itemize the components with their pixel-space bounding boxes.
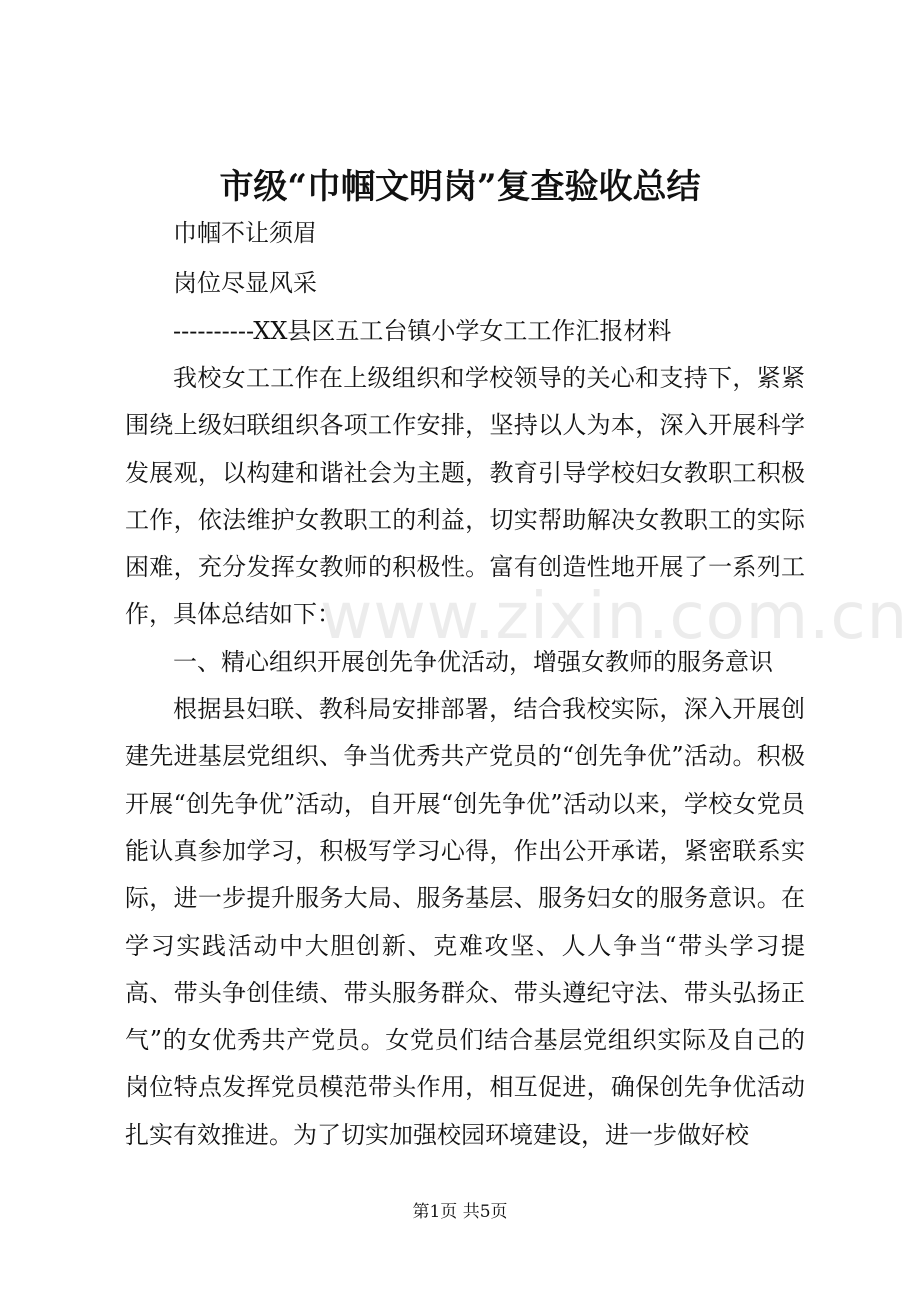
subtitle-line-2: 岗位尽显风采	[173, 269, 317, 297]
page-footer: 第1页 共5页	[412, 1202, 508, 1222]
subtitle-line-1: 巾帼不让须眉	[173, 219, 317, 247]
document-body	[125, 355, 805, 1159]
subtitle-line-3: ----------XX县区五工台镇小学女工工作汇报材料	[173, 317, 672, 345]
paragraph-intro: 我校女工工作在上级组织和学校领导的关心和支持下，紧紧围绕上级妇联组织各项工作安排，坚持以人为本，深入开展科学发展观，以构建和谐社会为主题，教育引导学校妇女教职工积极工作，依法维护女教职工的利益，切实帮助解决女教职工的实际困难，充分发挥女教师的积极性。富有创造性地开展了一系列工作，具体总结如下：	[125, 364, 805, 629]
watermark: www.zixin.com.cn	[320, 580, 909, 654]
paragraph-section-1: 根据县妇联、教科局安排部署，结合我校实际，深入开展创建先进基层党组织、争当优秀共产党员的“创先争优”活动。积极开展“创先争优”活动，自开展“创先争优”活动以来，学校女党员能认真参加学习，积极写学习心得，作出公开承诺，紧密联系实际，进一步提升服务大局、服务基层、服务妇女的服务意识。在学习实践活动中大胆创新、克难攻坚、人人争当“带头学习提高、带头争创佳绩、带头服务群众、带头遵纪守法、带头弘扬正气”的女优秀共产党员。女党员们结合基层党组织实际及自己的岗位特点发挥党员模范带头作用，相互促进，确保创先争优活动扎实有效推进。为了切实加强校园环境建设，进一步做好校	[125, 695, 805, 1149]
section-heading-1: 一、精心组织开展创先争优活动，增强女教师的服务意识	[173, 647, 773, 676]
document-title: 市级“巾帼文明岗”复查验收总结	[219, 167, 701, 207]
